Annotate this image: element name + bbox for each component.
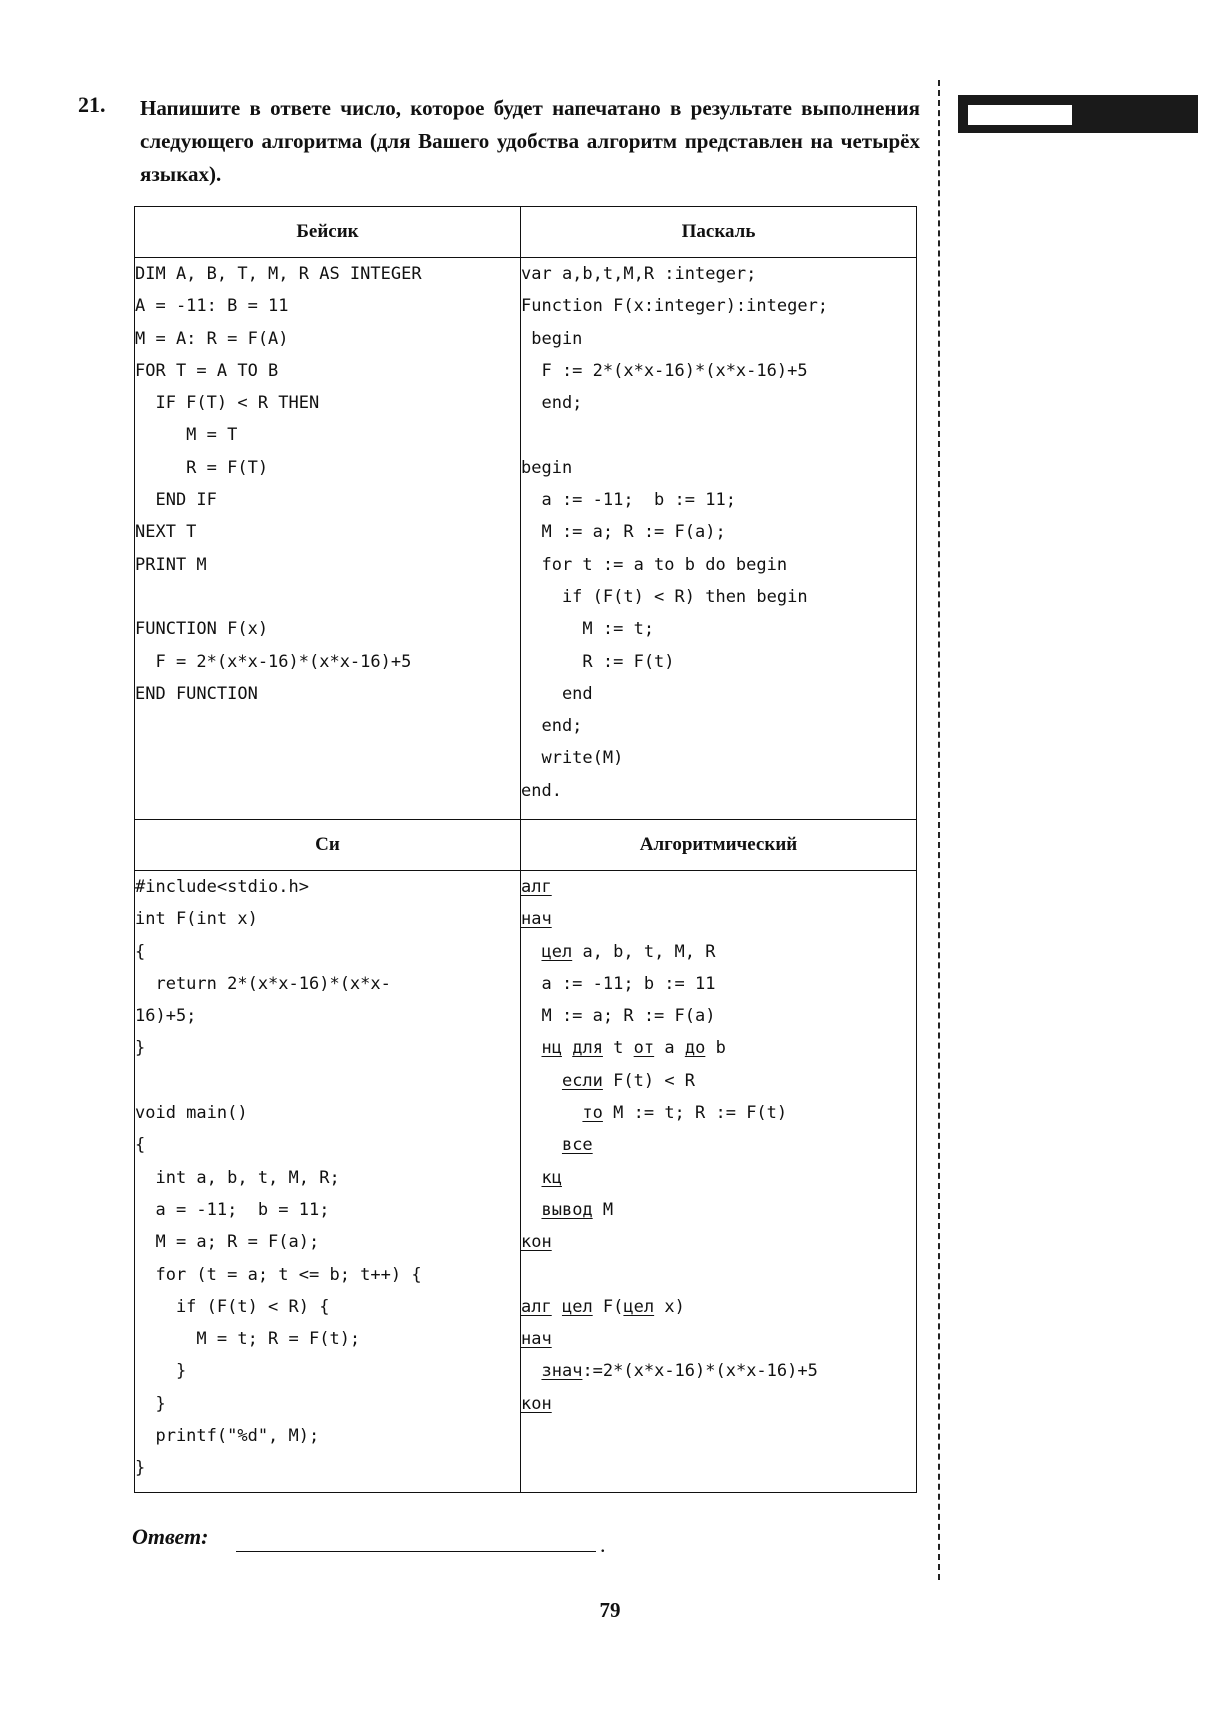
keyword: цел [541, 941, 573, 962]
code-text [521, 1038, 541, 1058]
code-line: Function F(x:integer):integer; [521, 296, 829, 317]
code-text: b [705, 1038, 726, 1059]
code-text: M [592, 1199, 614, 1220]
code-table [134, 206, 917, 1493]
code-line: var a,b,t,M,R :integer; [521, 264, 757, 284]
pascal-code-cell [521, 258, 917, 820]
code-text: F( [592, 1296, 624, 1317]
code-line: if (F(t) < R) { [135, 1296, 330, 1317]
code-text [521, 1135, 562, 1155]
code-text: :=2*(x*x-16)*(x*x-16)+5 [582, 1361, 818, 1382]
code-line: a := -11; b := 11; [521, 490, 736, 511]
keyword: вывод [541, 1199, 593, 1220]
code-line [521, 419, 916, 451]
answer-box [958, 95, 1198, 133]
code-line: M = A: R = F(A) [135, 328, 289, 349]
code-text [521, 1168, 541, 1188]
code-line: A = -11: B = 11 [135, 296, 289, 317]
code-line: M = t; R = F(t); [135, 1329, 361, 1350]
code-line [521, 968, 916, 1000]
keyword: кц [541, 1167, 562, 1188]
code-text [521, 1200, 541, 1220]
code-line: if (F(t) < R) then begin [521, 586, 808, 607]
code-line: PRINT M [135, 554, 207, 575]
code-text [521, 1361, 541, 1381]
code-text: a := -11; b := 11 [521, 973, 716, 994]
code-line [135, 1065, 520, 1097]
page-number: 79 [599, 1598, 621, 1622]
code-text: M := t; R := F(t) [602, 1103, 788, 1124]
code-line [521, 1097, 916, 1129]
answer-input-line[interactable] [236, 1551, 596, 1552]
code-line [521, 1323, 916, 1355]
basic-code [135, 258, 520, 710]
code-line [521, 1162, 916, 1194]
keyword: нц [541, 1038, 562, 1059]
cut-line [938, 80, 940, 1580]
code-line: int a, b, t, M, R; [135, 1167, 340, 1188]
code-line [521, 1226, 916, 1258]
code-line: M = T [135, 425, 238, 446]
code-line: return 2*(x*x-16)*(x*x- [135, 973, 391, 994]
code-line: #include<stdio.h> [135, 877, 309, 897]
header-c: Си [135, 820, 521, 871]
keyword: знач [541, 1361, 583, 1382]
code-line: { [135, 1135, 146, 1156]
code-line [521, 1291, 916, 1323]
code-text [562, 1038, 572, 1058]
code-line: write(M) [521, 748, 624, 769]
keyword: нач [521, 909, 552, 930]
keyword: цел [623, 1296, 655, 1317]
code-line: for (t = a; t <= b; t++) { [135, 1264, 422, 1285]
keyword: кон [521, 1232, 552, 1253]
code-line: END IF [135, 490, 217, 511]
code-line [521, 1065, 916, 1097]
code-line: for t := a to b do begin [521, 554, 788, 575]
code-text [521, 1071, 562, 1091]
answer-label: Ответ: [132, 1524, 209, 1549]
code-line: int F(int x) [135, 909, 258, 930]
code-line: void main() [135, 1103, 248, 1124]
code-line: R := F(t) [521, 651, 675, 672]
code-text: M := a; R := F(a) [521, 1006, 716, 1027]
header-pascal: Паскаль [521, 207, 917, 258]
code-line: } [135, 1361, 187, 1382]
question-number: 21. [78, 92, 106, 117]
code-line: end. [521, 780, 562, 801]
basic-code-cell [135, 258, 521, 820]
code-line: end; [521, 393, 583, 414]
code-text: a [654, 1038, 685, 1059]
code-text: a, b, t, M, R [572, 941, 716, 962]
answer-box-field [968, 105, 1072, 125]
code-line [521, 1259, 916, 1291]
code-line: } [135, 1458, 146, 1479]
keyword: если [561, 1070, 603, 1091]
code-line [521, 936, 916, 968]
code-line: NEXT T [135, 522, 197, 543]
code-line: F := 2*(x*x-16)*(x*x-16)+5 [521, 360, 808, 381]
code-line [521, 1032, 916, 1064]
code-line [521, 1355, 916, 1387]
code-line [521, 903, 916, 935]
algo-code-cell [521, 871, 917, 1493]
code-line: printf("%d", M); [135, 1426, 320, 1447]
code-line: } [135, 1038, 146, 1059]
keyword: алг [521, 877, 552, 897]
keyword: от [633, 1038, 655, 1059]
code-line: end [521, 683, 593, 704]
code-line: F = 2*(x*x-16)*(x*x-16)+5 [135, 651, 412, 672]
code-line: DIM A, B, T, M, R AS INTEGER [135, 264, 422, 284]
code-line: { [135, 941, 146, 962]
keyword: нач [521, 1329, 552, 1350]
code-line: R = F(T) [135, 457, 269, 478]
code-line: 16)+5; [135, 1006, 197, 1027]
keyword: все [561, 1135, 593, 1156]
code-line [521, 871, 916, 903]
answer-period: . [600, 1532, 606, 1557]
code-line [521, 1000, 916, 1032]
code-text [521, 1103, 582, 1123]
keyword: для [572, 1038, 603, 1059]
keyword: алг [521, 1296, 552, 1317]
header-basic: Бейсик [135, 207, 521, 258]
code-line: a = -11; b = 11; [135, 1199, 330, 1220]
code-line: } [135, 1393, 166, 1414]
code-line: IF F(T) < R THEN [135, 393, 320, 414]
code-line: FUNCTION F(x) [135, 619, 269, 640]
code-line: FOR T = A TO B [135, 360, 279, 381]
keyword: до [684, 1038, 706, 1059]
code-line: END FUNCTION [135, 683, 258, 704]
code-line: begin [521, 328, 583, 349]
code-line: begin [521, 457, 573, 478]
code-text: x) [654, 1296, 685, 1317]
code-line [521, 1388, 916, 1420]
code-line [521, 1129, 916, 1161]
code-line [135, 581, 520, 613]
code-text: t [602, 1038, 634, 1059]
keyword: цел [561, 1296, 593, 1317]
c-code [135, 871, 520, 1485]
question-text: Напишите в ответе число, которое будет напечатано в результате выполнения следующего алгоритма (для Вашего удобства алгоритм представлен на четырёх языках). [140, 96, 920, 186]
pascal-code [521, 258, 916, 807]
c-code-cell [135, 871, 521, 1493]
algo-code [521, 871, 916, 1420]
code-text [552, 1297, 562, 1317]
code-line: M := a; R := F(a); [521, 522, 726, 543]
code-text [521, 942, 541, 962]
keyword: то [582, 1103, 603, 1124]
code-line: M = a; R = F(a); [135, 1232, 320, 1253]
code-line: M := t; [521, 619, 655, 640]
header-algo: Алгоритмический [521, 820, 917, 871]
code-line: end; [521, 716, 583, 737]
code-line [521, 1194, 916, 1226]
code-text: F(t) < R [602, 1070, 696, 1091]
keyword: кон [521, 1393, 552, 1414]
